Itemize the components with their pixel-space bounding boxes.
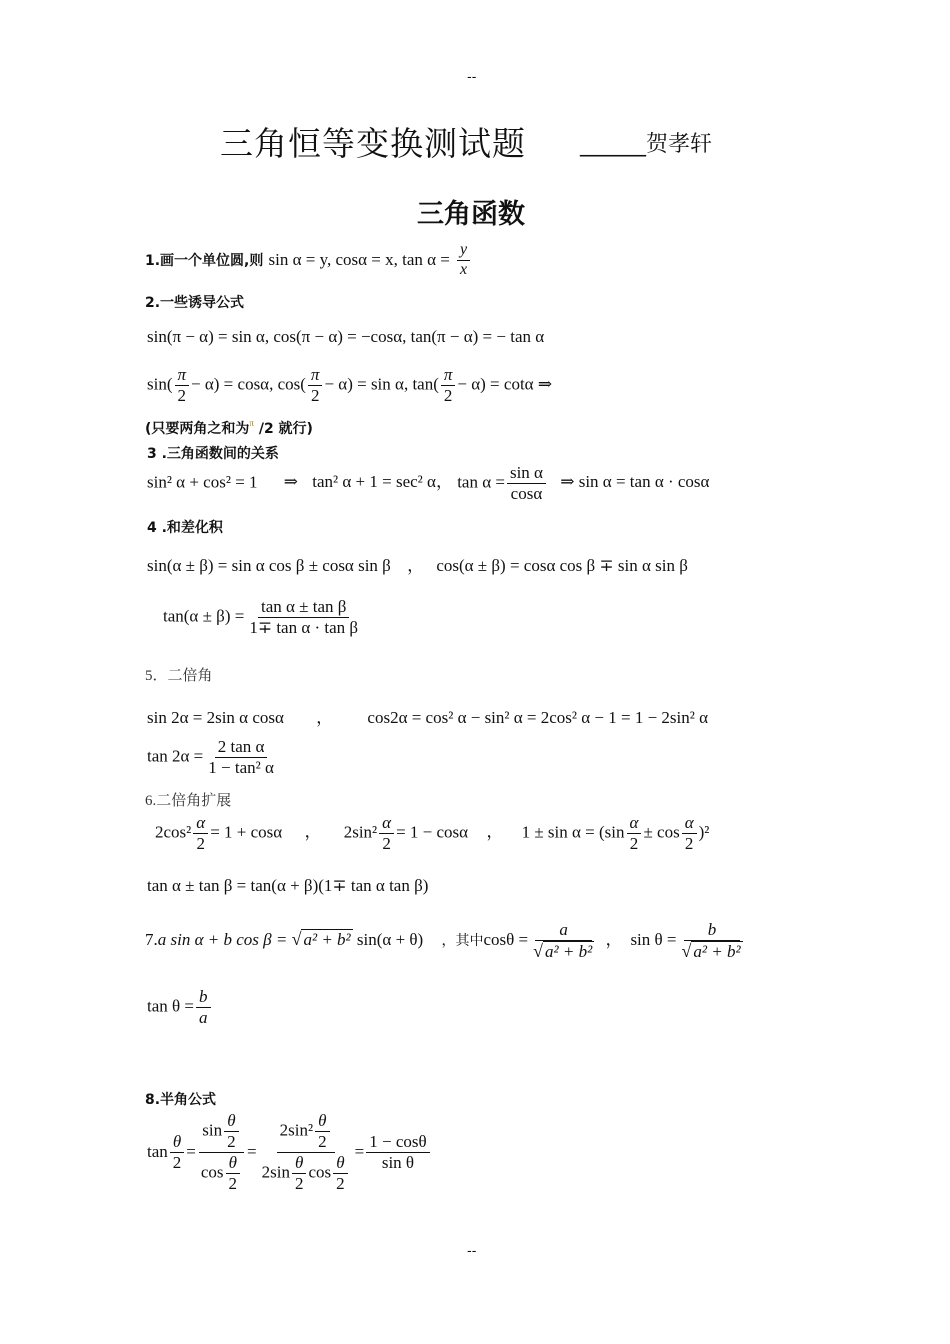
author-blank: ______ [580, 132, 646, 157]
s2-note [145, 418, 313, 438]
s6-label: 6.二倍角扩展 [145, 793, 232, 809]
s8-f1-theta-1: θ [224, 1112, 238, 1132]
s2-l2-d: − α) = cotα ⇒ [457, 374, 553, 394]
s5-tan [147, 738, 279, 777]
s3-label: 3 .三角函数间的关系 [147, 446, 279, 462]
s7-cn: ，其中 [441, 932, 484, 949]
s2-two-1: 2 [177, 385, 187, 405]
s4-tan-num: tan α ± tan β [258, 598, 349, 618]
s7-sqrt-3: a² + b² [693, 941, 741, 961]
s2-l2-b: − α) = cosα, cos( [191, 374, 306, 394]
s4-tan [163, 598, 363, 637]
s6-f3-frac-1 [627, 814, 642, 853]
sqrt-sign-2: √ [533, 940, 544, 961]
s2-frac-1 [175, 366, 190, 405]
s8-f2-sin2: 2sin² [279, 1120, 314, 1140]
s7-tan-frac [196, 988, 211, 1027]
s8-f1-num [199, 1112, 243, 1153]
s6-f3-mid: ± cos [643, 822, 680, 842]
s2-note-b: /2 就行) [253, 421, 313, 437]
s4-tan-left: tan(α ± β) = [163, 606, 245, 626]
s6-f1-frac [193, 814, 208, 853]
s8-lhs-frac [170, 1133, 185, 1172]
s6-f3-frac-2 [682, 814, 697, 853]
s7-cos-num: a [535, 921, 592, 941]
s6-f3-right: )² [698, 822, 710, 842]
s7-sin-num: b [684, 921, 741, 941]
s8-r-num: 1 − cosθ [366, 1133, 429, 1153]
s6-f1-right: = 1 + cosα [210, 822, 283, 842]
s4-line1a: sin(α ± β) = sin α cos β ± cosα sin β [147, 556, 391, 575]
s7-tan-den: a [199, 1007, 208, 1027]
s8-f1-den-frac [226, 1154, 241, 1193]
s3-arrow: ⇒ [283, 472, 299, 492]
s2-pi-3: π [441, 366, 456, 386]
s6-f2-left: 2sin² [343, 822, 378, 842]
s1-formula: sin α = y, cosα = x, tan α = [268, 249, 450, 269]
s2-line2 [147, 366, 552, 405]
s2-label: 2.一些诱导公式 [145, 295, 245, 311]
s4-line1b: cos(α ± β) = cosα cos β ∓ sin α sin β [436, 556, 688, 575]
s7-tan-num: b [196, 988, 211, 1008]
s6-f2-right: = 1 − cosα [396, 822, 469, 842]
section-heading: 三角函数 [417, 199, 525, 230]
s2-note-a: (只要两角之和为 [145, 421, 250, 437]
s8-frac-1 [198, 1112, 245, 1192]
s8-frac-2 [259, 1112, 353, 1192]
s6-f3-left: 1 ± sin α = (sin [521, 822, 625, 842]
s7-left: a sin α + b cos β = [157, 929, 288, 949]
s7-sqrt-1: a² + b² [303, 929, 351, 949]
header-mark: -- [467, 70, 477, 85]
s1-fraction [457, 242, 470, 279]
s8-f2-theta-2: θ [292, 1154, 306, 1174]
s7-line [145, 921, 748, 961]
s1-num: y [457, 242, 470, 261]
s8-f1-cos: cos [200, 1161, 224, 1181]
s8-f1-two-1: 2 [227, 1131, 236, 1151]
s8-f1-sin: sin [202, 1120, 223, 1140]
s6-f2-num: α [379, 814, 394, 834]
s3-num: sin α [507, 464, 546, 484]
s7-cos-frac [530, 921, 597, 961]
s5-line1a: sin 2α = 2sin α cosα [147, 708, 284, 727]
s8-r-den: sin θ [381, 1152, 415, 1172]
s2-l2-a: sin( [147, 374, 173, 394]
s6-f3-num-2: α [682, 814, 697, 834]
s8-eq-3: = [354, 1142, 365, 1162]
s2-two-3: 2 [443, 385, 453, 405]
s4-tan-frac [246, 598, 361, 637]
s8-f2-den-frac-1 [292, 1154, 307, 1193]
s8-lhs-num: θ [170, 1133, 184, 1153]
s7-cos-den [530, 941, 597, 961]
s6-f1-den: 2 [196, 833, 205, 853]
s6-f1-left: 2cos² [155, 822, 192, 842]
s7-cos-left: cosθ = [483, 929, 529, 949]
s3-part1: sin² α + cos² = 1 [147, 472, 258, 492]
s7-sin-left: sin θ = [630, 929, 677, 949]
s8-f2-2sin: 2sin [261, 1161, 290, 1181]
s8-eq-2: = [247, 1142, 257, 1162]
s3-fraction [507, 464, 546, 503]
s6-sep-2: ， [486, 822, 504, 842]
s2-line1: sin(π − α) = sin α, cos(π − α) = −cosα, tan(π − α) = − tan α [147, 327, 545, 346]
page-title: 三角恒等变换测试题 [220, 124, 526, 163]
s5-sep: ， [316, 708, 334, 727]
s4-line1 [147, 551, 688, 576]
s6-f1-num: α [193, 814, 208, 834]
s6-f2-den: 2 [382, 833, 391, 853]
s5-tan-frac [205, 738, 277, 777]
s7-after: sin(α + θ) [356, 929, 424, 949]
s8-f2-cos: cos [308, 1161, 332, 1181]
s5-tan-den: 1 − tan² α [208, 757, 274, 777]
s8-eq-1: = [186, 1142, 196, 1162]
s5-tan-num: 2 tan α [215, 738, 268, 758]
s8-f2-num [277, 1112, 335, 1153]
s2-pi-2: π [308, 366, 323, 386]
s5-tan-left: tan 2α = [147, 746, 204, 766]
s3-part4: ⇒ sin α = tan α · cosα [560, 472, 710, 492]
s6-f3-num-1: α [627, 814, 642, 834]
s8-f1-num-frac [224, 1112, 239, 1151]
s7-comma: ， [605, 929, 623, 949]
s8-f2-den [259, 1153, 353, 1193]
s7-sqrt-2: a² + b² [545, 941, 593, 961]
sqrt-sign-3: √ [681, 940, 692, 961]
s8-f1-den [198, 1153, 245, 1193]
s3-row [147, 464, 709, 503]
s7-tan-left: tan θ = [147, 996, 194, 1016]
s6-sep-1: ， [304, 822, 322, 842]
s1-row [145, 242, 472, 279]
s8-tan: tan [147, 1142, 168, 1162]
s8-f2-theta-1: θ [315, 1112, 329, 1132]
s2-pi-1: π [175, 366, 190, 386]
s8-f1-two-2: 2 [228, 1173, 238, 1193]
s4-label: 4 .和差化积 [147, 520, 223, 536]
s2-two-2: 2 [310, 385, 320, 405]
s1-label: 1.画一个单位圆,则 [145, 252, 264, 269]
s2-note-pi: π [249, 418, 254, 428]
s2-frac-3 [441, 366, 456, 405]
author-line [580, 127, 712, 158]
s8-f1-theta-2: θ [226, 1154, 240, 1174]
s8-f2-den-frac-2 [333, 1154, 348, 1193]
s1-den: x [459, 260, 468, 278]
s3-part3: tan α = [457, 472, 505, 492]
s2-l2-c: − α) = sin α, tan( [324, 374, 439, 394]
s7-label: 7. [145, 929, 158, 949]
s3-den: cosα [510, 483, 543, 503]
author-name: 贺孝轩 [646, 132, 713, 157]
s8-f2-two-1: 2 [318, 1131, 327, 1151]
s8-f2-two-2: 2 [294, 1173, 304, 1193]
s4-tan-den: 1∓ tan α · tan β [249, 617, 359, 637]
footer-mark: -- [467, 1244, 477, 1259]
s8-frac-3 [366, 1133, 429, 1172]
s8-formula [147, 1112, 432, 1192]
s8-label: 8.半角公式 [145, 1092, 217, 1108]
s6-f2-frac [379, 814, 394, 853]
s7-sin-frac [679, 921, 746, 961]
s6-line1 [155, 814, 709, 853]
s5-label: 5．二倍角 [145, 668, 213, 684]
sqrt-sign-1: √ [291, 928, 302, 949]
s6-line2: tan α ± tan β = tan(α + β)(1∓ tan α tan β) [147, 876, 429, 895]
s8-f2-num-frac [315, 1112, 330, 1151]
s2-frac-2 [308, 366, 323, 405]
s6-f3-den-1: 2 [629, 833, 639, 853]
s8-f2-two-3: 2 [336, 1173, 345, 1193]
s3-part2: tan² α + 1 = sec² α， [312, 472, 453, 492]
s7-sin-den [679, 941, 746, 961]
s5-line1b: cos2α = cos² α − sin² α = 2cos² α − 1 = 1 − 2sin² α [367, 708, 709, 727]
s4-sep: ， [407, 556, 425, 575]
s8-lhs-den: 2 [172, 1152, 182, 1172]
s8-f2-theta-3: θ [333, 1154, 347, 1174]
s7-tan [147, 988, 213, 1027]
s6-f3-den-2: 2 [684, 833, 694, 853]
s5-line1 [147, 703, 708, 728]
